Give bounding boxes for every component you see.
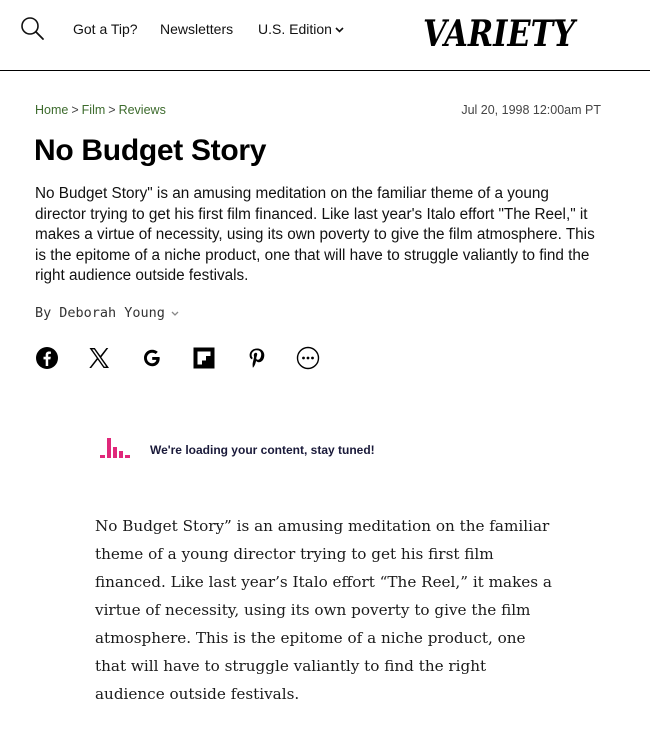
variety-logo[interactable] [419, 5, 579, 53]
pinterest-icon[interactable] [245, 346, 269, 370]
breadcrumb-separator: > [71, 103, 79, 117]
publish-date: Jul 20, 1998 12:00am PT [461, 103, 601, 117]
x-icon[interactable] [87, 346, 111, 370]
edition-dropdown[interactable] [258, 21, 344, 37]
facebook-icon[interactable] [35, 346, 59, 370]
breadcrumb-separator: > [108, 103, 116, 117]
breadcrumb-reviews[interactable]: Reviews [118, 103, 166, 117]
breadcrumb-film[interactable]: Film [81, 103, 106, 117]
loading-indicator-icon [100, 436, 130, 460]
site-header [0, 0, 650, 71]
logo-text: VARIETY [423, 13, 578, 55]
breadcrumb-home[interactable]: Home [35, 103, 69, 117]
loading-message: We're loading your content, stay tuned! [150, 443, 375, 457]
byline [35, 305, 179, 321]
article-body: No Budget Story” is an amusing meditation on the familiar theme of a young director trying to get his first film financed. Like last year’s Italo effort “The Reel,” it makes a virtue of necessity, using its own poverty to give the film atmosphere. This is the epitome of a niche product, one that will have to struggle valiantly to find the right audience outside festivals. [95, 517, 552, 703]
chevron-down-icon[interactable] [171, 311, 179, 316]
newsletters-link[interactable]: Newsletters [160, 21, 234, 37]
search-icon [20, 16, 46, 42]
search-button[interactable] [20, 16, 46, 42]
breadcrumb [35, 103, 166, 117]
flipboard-icon[interactable] [192, 346, 216, 370]
got-a-tip-link[interactable]: Got a Tip? [73, 21, 138, 37]
chevron-down-icon [335, 27, 344, 33]
article-dek: No Budget Story" is an amusing meditation on the familiar theme of a young director trying to get his first film financed. Like last year's Italo effort "The Reel," it makes a virtue of necessity, using its own poverty to give the film atmosphere. This is the epitome of a niche product, one that will have to struggle valiantly to find the right audience outside festivals. [35, 185, 595, 284]
edition-label: U.S. Edition [258, 21, 332, 37]
author-name[interactable]: Deborah Young [59, 305, 165, 321]
byline-prefix: By [35, 305, 52, 321]
article-title: No Budget Story [34, 134, 267, 167]
more-icon[interactable] [296, 346, 320, 370]
google-icon[interactable] [140, 346, 164, 370]
